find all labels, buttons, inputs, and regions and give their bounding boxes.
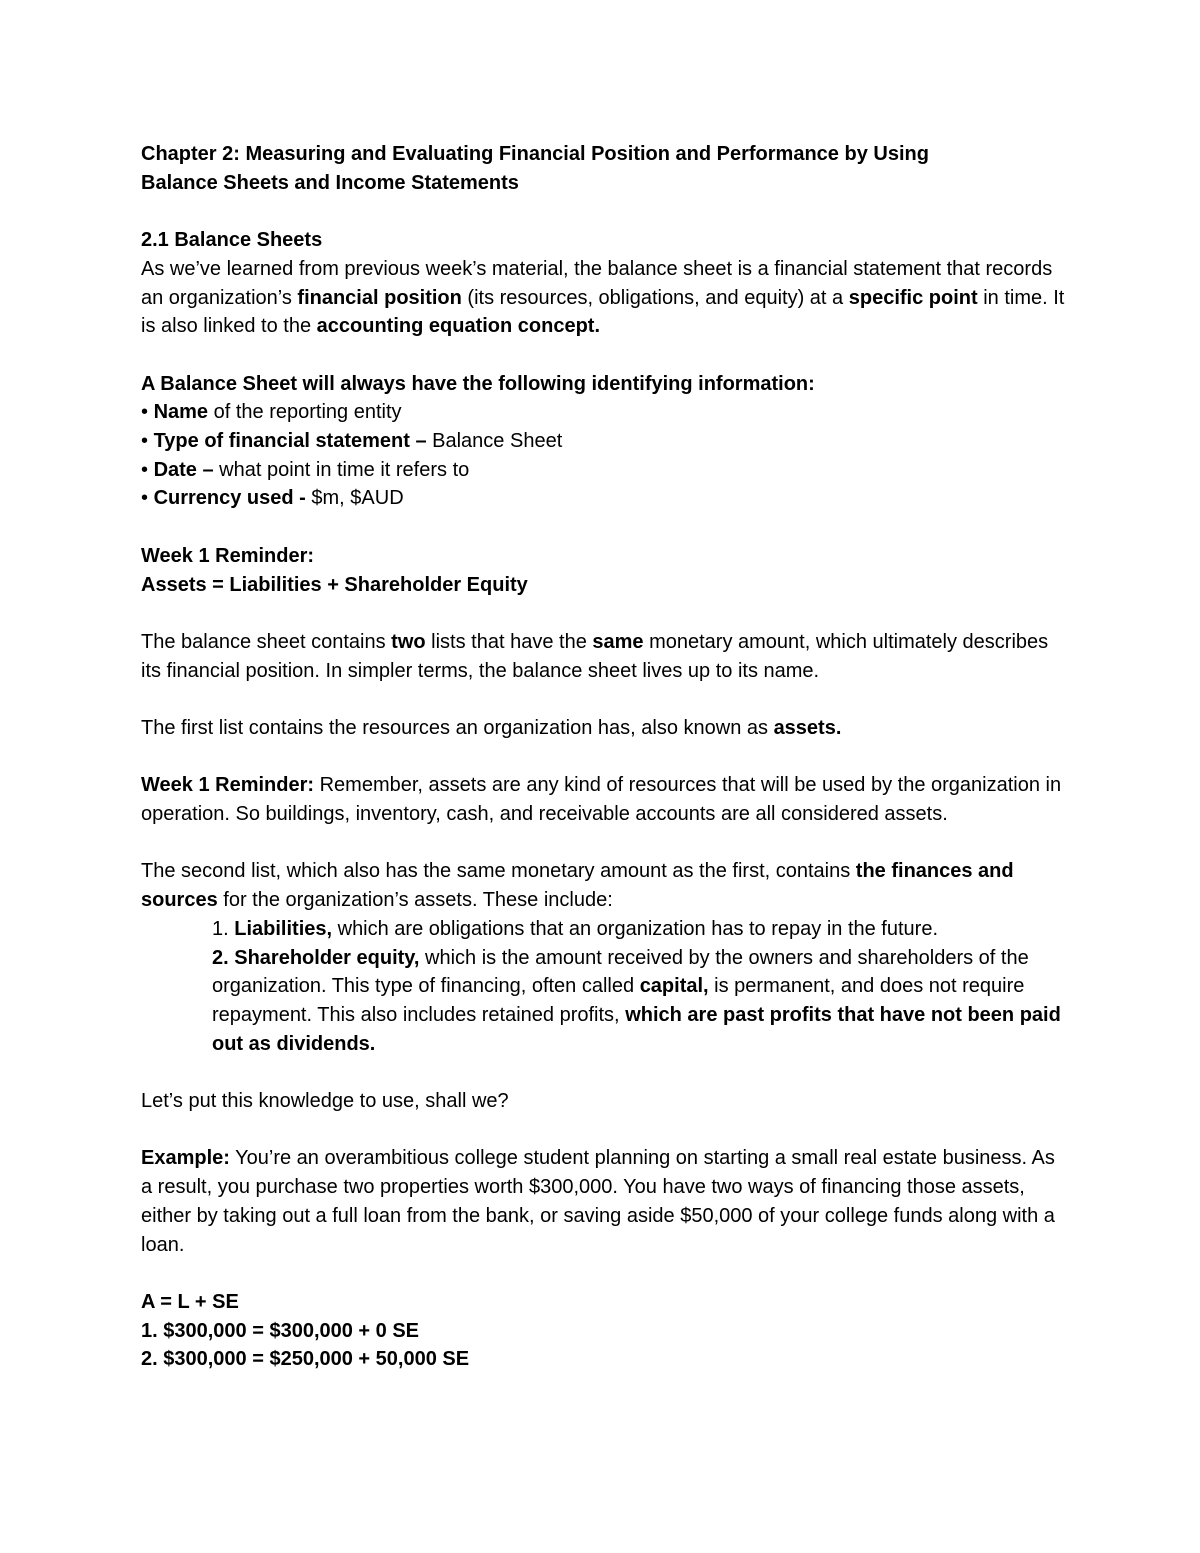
first-list-bold-assets: assets. — [773, 716, 842, 739]
second-list-paragraph — [141, 857, 1066, 914]
chapter-title-line-1: Chapter 2: Measuring and Evaluating Financial Position and Performance by Using — [141, 143, 929, 165]
item-label: Currency used - — [153, 487, 306, 510]
equation-line-2: 2. $300,000 = $250,000 + 50,000 SE — [141, 1348, 470, 1371]
intro-text-2: (its resources, obligations, and equity) at a — [461, 286, 849, 309]
two-lists-bold-two: two — [391, 630, 426, 653]
identifying-info — [141, 370, 1066, 514]
list-item — [141, 398, 1066, 427]
equation-header: A = L + SE — [141, 1290, 239, 1313]
item-label: Date – — [153, 458, 214, 481]
example-label: Example: — [141, 1147, 230, 1170]
item-text: of the reporting entity — [208, 401, 402, 424]
first-list-text: The first list contains the resources an organization has, also known as — [141, 716, 774, 739]
example-paragraph — [141, 1144, 1066, 1259]
accounting-equation: Assets = Liabilities + Shareholder Equity — [141, 573, 528, 596]
intro-bold-financial-position: financial position — [297, 286, 462, 309]
identifying-list — [141, 398, 1066, 513]
item-label: Liabilities, — [234, 917, 333, 940]
section-intro — [141, 255, 1066, 341]
second-list-bold-finances: the finances and sources — [141, 860, 1014, 912]
item-bold-retained: which are past profits that have not been paid out as dividends. — [212, 1003, 1061, 1055]
list-item — [141, 484, 1066, 513]
reminder-text: Remember, assets are any kind of resources that will be used by the organization in operation. So buildings, inventory, cash, and receivable accounts are all considered assets. — [141, 774, 1062, 826]
week1-reminder-assets — [141, 771, 1066, 828]
equations-block — [141, 1288, 1066, 1374]
item-label: Name — [153, 401, 209, 424]
section-balance-sheets — [141, 226, 1066, 341]
document-content — [141, 140, 1066, 1374]
item-text-2: is permanent, and does not require repayment. This also includes retained profits, — [212, 975, 1025, 1026]
item-number: 1. — [212, 917, 235, 940]
chapter-title-line-2: Balance Sheets and Income Statements — [141, 171, 519, 194]
list-item-liabilities — [212, 915, 1066, 944]
item-number: 2. — [212, 946, 235, 969]
intro-text-3: in time. It is also linked to the — [141, 286, 1065, 338]
lets-put-paragraph: Let’s put this knowledge to use, shall we? — [141, 1090, 509, 1113]
week1-reminder-equation — [141, 542, 1066, 599]
two-lists-text-3: monetary amount, which ultimately describes its financial position. In simpler terms, the balance sheet lives up to its name. — [141, 630, 1049, 682]
two-lists-text-1: The balance sheet contains — [141, 630, 392, 653]
item-bold-capital: capital, — [639, 975, 709, 998]
item-label: Shareholder equity, — [234, 946, 420, 969]
second-list-section — [141, 857, 1066, 1058]
identifying-heading: A Balance Sheet will always have the following identifying information: — [141, 372, 815, 395]
intro-bold-specific-point: specific point — [848, 286, 978, 309]
list-item — [141, 456, 1066, 485]
intro-bold-accounting-equation: accounting equation concept. — [316, 315, 601, 338]
two-lists-text-2: lists that have the — [425, 630, 593, 653]
second-list-text-2: for the organization’s assets. These include: — [217, 889, 613, 912]
intro-text-1: As we’ve learned from previous week’s material, the balance sheet is a financial statement that records an organization’s — [141, 257, 1053, 309]
first-list-paragraph — [141, 714, 1066, 743]
chapter-title — [141, 140, 1066, 197]
item-label: Type of financial statement – — [153, 430, 427, 452]
reminder-label: Week 1 Reminder: — [141, 544, 315, 567]
section-heading: 2.1 Balance Sheets — [141, 229, 323, 252]
second-list-text-1: The second list, which also has the same monetary amount as the first, contains — [141, 860, 856, 883]
example-text: You’re an overambitious college student planning on starting a small real estate business. As a result, you purchase two properties worth $300,000. You have two ways of financing those assets, either by taking out a full loan from the bank, or saving aside $50,000 of your college funds along with a loan. — [141, 1147, 1055, 1256]
two-lists-paragraph — [141, 628, 1066, 685]
two-lists-bold-same: same — [592, 630, 644, 653]
list-item-shareholder-equity — [212, 944, 1066, 1059]
item-text: Balance Sheet — [426, 430, 563, 452]
item-text: $m, $AUD — [305, 487, 404, 510]
equation-line-1: 1. $300,000 = $300,000 + 0 SE — [141, 1319, 420, 1342]
list-item — [141, 427, 1066, 456]
item-text: which are obligations that an organization has to repay in the future. — [332, 917, 938, 940]
sources-list — [141, 915, 1066, 1059]
item-text: what point in time it refers to — [213, 458, 470, 481]
reminder-label: Week 1 Reminder: — [141, 774, 315, 797]
item-text: which is the amount received by the owners and shareholders of the organization. This type of financing, often called — [212, 946, 1029, 998]
